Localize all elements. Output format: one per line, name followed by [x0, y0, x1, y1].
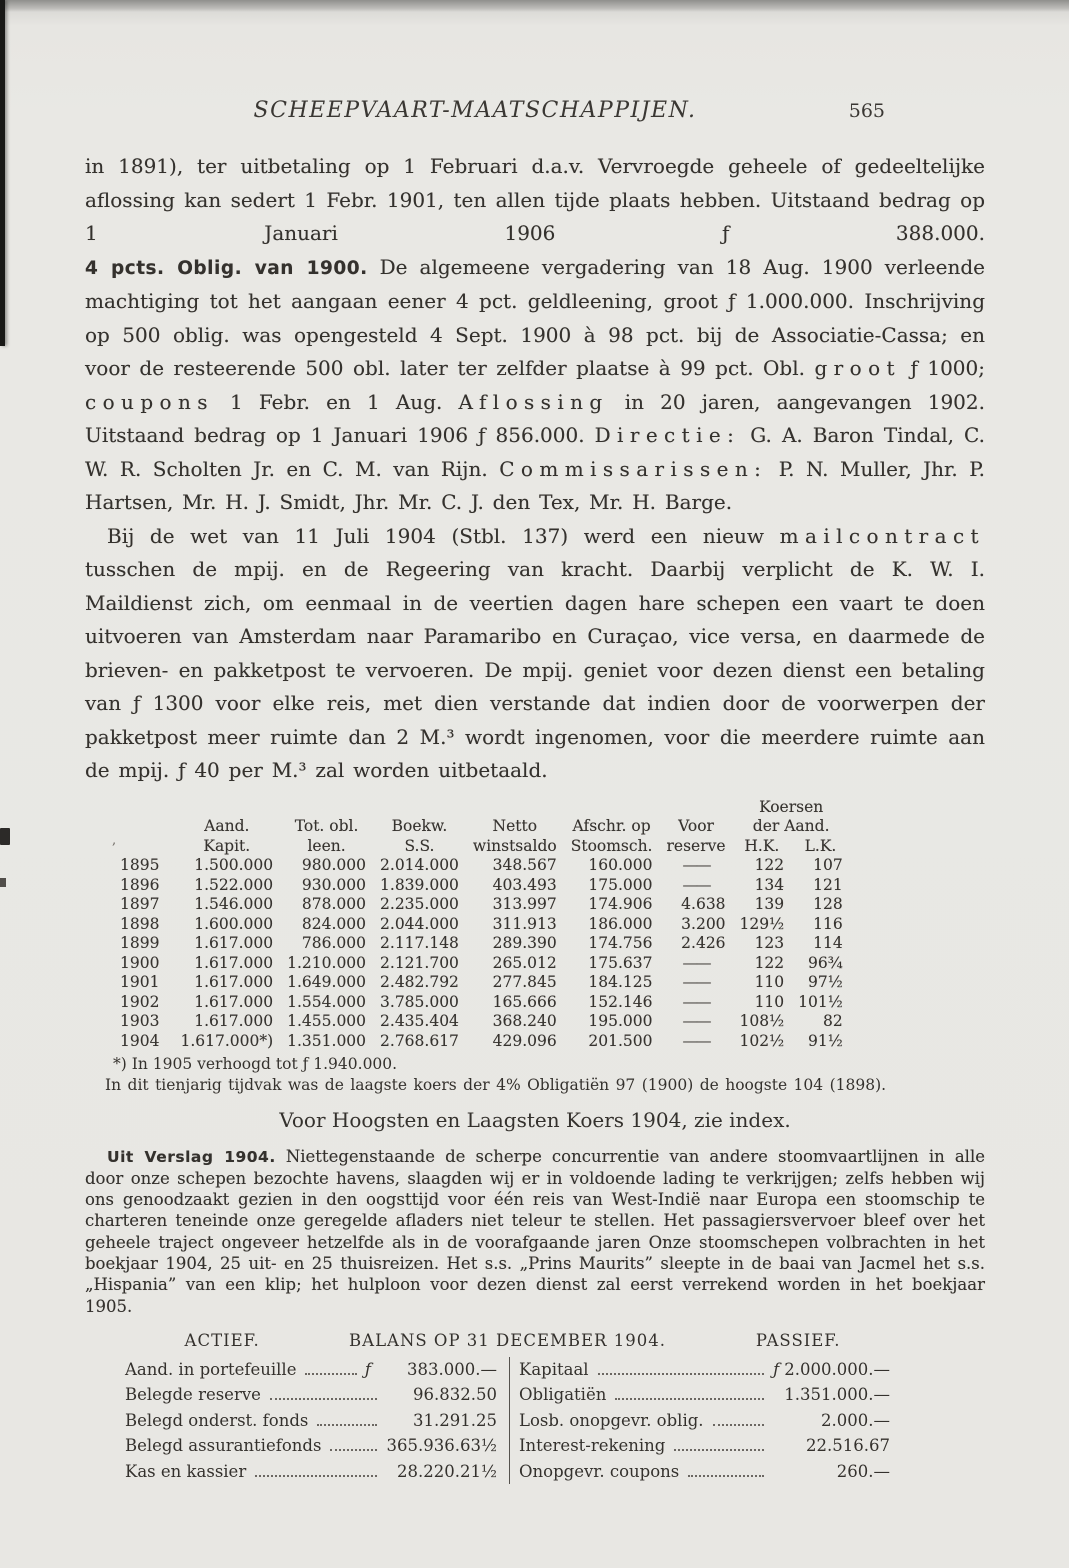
balance-amount: ƒ 2.000.000.—	[773, 1359, 890, 1379]
text-run: P. N. Muller, Jhr. P. Hartsen, Mr. H. J. Smidt, Jhr. Mr. C. J. den Tex, Mr. H. Barge.	[85, 456, 986, 514]
table-cell: 1.839.000	[380, 875, 459, 894]
table-cell: 1.649.000	[287, 973, 367, 991]
table-cell: 1901	[120, 973, 160, 991]
table-cell: ——	[682, 875, 710, 894]
balance-item-label: Obligatiën	[519, 1385, 607, 1405]
table-cell: 2.044.000	[380, 914, 459, 933]
table-cell: 1.351.000	[287, 1031, 367, 1050]
table-cell: 1.617.000*)	[180, 1031, 274, 1050]
table-cell: 1899	[120, 934, 160, 952]
table-cell: 1897	[120, 895, 160, 913]
table-header-cell: Koersen	[759, 797, 824, 816]
table-cell: 1.554.000	[287, 992, 367, 1011]
text-run: Aflossing	[458, 389, 609, 414]
passief-heading: PASSIEF.	[755, 1330, 841, 1350]
scan-margin-mark	[0, 828, 10, 845]
balance-amount: 1.351.000.—	[784, 1385, 890, 1405]
balance-row	[519, 1357, 890, 1383]
table-cell: 110	[754, 973, 785, 991]
scan-speck-artifact: ,	[112, 833, 117, 848]
table-row	[113, 934, 850, 954]
balance-amount: 260.—	[836, 1461, 890, 1481]
balance-item-label: Losb. onopgevr. oblig.	[519, 1410, 704, 1430]
table-cell: 116	[813, 914, 843, 933]
table-header-cell: H.K.	[744, 836, 780, 855]
balance-row	[125, 1459, 497, 1485]
table-cell: 122	[754, 953, 785, 972]
table-cell: 121	[813, 875, 843, 894]
table-cell: 1.600.000	[194, 914, 274, 933]
table-cell: 2.768.617	[380, 1031, 459, 1050]
table-cell: 123	[754, 934, 785, 952]
table-header-cell: Afschr. op	[572, 817, 651, 835]
table-cell: 1900	[120, 953, 160, 972]
table-row	[113, 856, 850, 876]
balance-row	[519, 1459, 890, 1485]
table-cell: 368.240	[492, 1012, 557, 1030]
table-cell: 174.756	[588, 934, 653, 952]
table-cell: 348.567	[492, 856, 557, 874]
balance-item-label: Belegd onderst. fonds	[125, 1410, 309, 1430]
table-row	[113, 876, 850, 896]
balance-row	[125, 1408, 497, 1434]
table-cell: 110	[754, 992, 785, 1011]
dotted-leader	[674, 1449, 764, 1451]
balance-amount: 28.220.21½	[397, 1461, 497, 1481]
table-header-cell: Boekw.	[391, 817, 448, 835]
table-header-cell: Voor	[678, 817, 714, 835]
table-row	[113, 954, 850, 974]
table-cell: 195.000	[588, 1012, 653, 1030]
table-cell: 429.096	[492, 1031, 557, 1050]
text-run: Bij de wet van 11 Juli 1904 (Stbl. 137) werd een nieuw	[107, 523, 780, 548]
table-cell: 4.638	[681, 895, 726, 913]
actief-heading: ACTIEF.	[184, 1330, 260, 1350]
table-header-cell	[113, 837, 173, 857]
table-cell: ——	[682, 953, 710, 972]
balance-title: BALANS OP 31 DECEMBER 1904.	[349, 1330, 666, 1350]
table-cell: 1.210.000	[287, 953, 367, 972]
balance-amount: 22.516.67	[806, 1436, 890, 1456]
table-header-cell: Netto	[492, 817, 538, 835]
index-reference-line: Voor Hoogsten en Laagsten Koers 1904, zie index.	[279, 1107, 791, 1132]
table-cell: 175.000	[588, 875, 653, 894]
table-cell: 1.455.000	[287, 1012, 367, 1030]
table-cell: ——	[682, 856, 710, 874]
table-header-cell	[113, 798, 733, 818]
balance-row	[519, 1408, 890, 1434]
text-run: 4 pcts. Oblig. van 1900.	[85, 257, 368, 279]
text-run: Directie:	[594, 423, 741, 447]
table-cell: 878.000	[301, 895, 367, 913]
table-cell: 122	[754, 856, 785, 874]
text-run: 1 Febr. en 1 Aug.	[213, 389, 459, 414]
dotted-leader	[305, 1373, 356, 1375]
actief-column	[125, 1357, 509, 1485]
table-row	[113, 895, 850, 915]
table-cell: 91½	[808, 1031, 843, 1050]
balance-item-label: Kapitaal	[519, 1359, 589, 1379]
balance-item-label: Interest-rekening	[519, 1436, 666, 1456]
table-cell: 3.785.000	[380, 992, 459, 1011]
balance-amount: 31.291.25	[413, 1410, 497, 1430]
table-cell: 2.014.000	[380, 856, 459, 874]
table-cell: 1895	[120, 856, 160, 874]
table-row	[113, 993, 850, 1013]
table-header-cell	[113, 817, 173, 837]
table-cell: 1.500.000	[194, 856, 274, 874]
table-cell: 160.000	[588, 856, 653, 874]
table-cell: 1.617.000	[194, 934, 274, 952]
financial-statistics-table	[113, 798, 850, 1052]
table-cell: 786.000	[301, 934, 367, 952]
dotted-leader	[255, 1475, 377, 1477]
table-header-cell: Stoomsch.	[570, 836, 653, 855]
table-header-cell: leen.	[307, 836, 346, 855]
table-header-cell: reserve	[666, 836, 726, 855]
table-cell: 1896	[120, 875, 160, 894]
table-header-cell: S.S.	[404, 836, 435, 855]
dotted-leader	[317, 1424, 377, 1426]
table-cell: 129½	[739, 914, 785, 933]
table-row	[113, 973, 850, 993]
table-cell: 289.390	[492, 934, 557, 952]
paragraph-koers-note: In dit tienjarig tijdvak was de laagste koers der 4% Obligatiën 97 (1900) de hoogste 104 (1898).	[105, 1076, 887, 1094]
paragraph-oblig-1900	[85, 251, 985, 520]
paragraph-intro	[85, 150, 985, 251]
balance-row	[125, 1382, 497, 1408]
balance-row	[519, 1433, 890, 1459]
table-cell: 186.000	[588, 914, 653, 933]
balance-row	[125, 1433, 497, 1459]
table-header-cell: Aand.	[204, 817, 250, 835]
text-run: Niettegenstaande de scherpe concurrentie van andere stoomvaartlijnen in alle door onze schepen bezochte havens, slaagden wij er in voldoende lading te verkrijgen; zelfs hebben wij ons genoodzaakt gezien in den oogsttijd voor één reis van West-Indië naar Europa een stoomschip te charteren teneinde onze geregelde afladers niet teleur te stellen. Het passagiersvervoer bleef over het geheele traject ongeveer hetzelfde als in de voorafgaande jaren Onze stoomschepen volbrachten in het boekjaar 1904, 25 uit- en 25 thuisreizen. Het s.s. „Prins Maurits” sleepte in de baai van Jacmel het s.s. „Hispania” van een klip; het hulploon voor dezen dienst zal eerst verrekend worden in het boekjaar 1905.	[85, 1146, 986, 1316]
table-cell: 201.500	[588, 1031, 653, 1050]
dotted-leader	[598, 1373, 764, 1375]
table-cell: 96¾	[808, 953, 843, 972]
table-cell: 1.546.000	[194, 895, 274, 913]
table-cell: 1.617.000	[194, 973, 274, 991]
table-cell: 97½	[808, 973, 843, 991]
text-run: Commissarissen:	[499, 456, 768, 481]
dotted-leader	[270, 1398, 377, 1400]
table-header-cell: L.K.	[804, 836, 837, 855]
table-cell: 175.637	[588, 953, 653, 972]
balance-amount: 383.000.—	[407, 1359, 497, 1379]
dotted-leader	[713, 1424, 764, 1426]
table-cell: 128	[813, 895, 843, 913]
table-cell: 1904	[120, 1031, 160, 1050]
page-number: 565	[848, 100, 885, 122]
table-cell: 2.482.792	[380, 973, 459, 991]
table-cell: 139	[754, 895, 785, 913]
table-cell: 1.617.000	[194, 1012, 274, 1030]
table-row	[113, 915, 850, 935]
table-row	[113, 1032, 850, 1052]
table-cell: 403.493	[492, 875, 557, 894]
table-cell: 277.845	[492, 973, 557, 991]
text-run: mailcontract	[779, 523, 985, 548]
table-header-cell: Kapit.	[203, 836, 251, 855]
table-cell: 114	[813, 934, 843, 952]
balance-item-label: Kas en kassier	[125, 1461, 247, 1481]
scan-left-edge-artifact	[0, 0, 5, 346]
table-row	[113, 1012, 850, 1032]
table-cell: 1898	[120, 914, 160, 933]
table-cell: 1902	[120, 992, 160, 1011]
balance-sheet	[85, 1331, 985, 1485]
table-cell: 101½	[798, 992, 843, 1011]
table-cell: 1.617.000	[194, 992, 274, 1011]
table-cell: 265.012	[492, 953, 557, 972]
text-run: coupons	[85, 389, 214, 414]
table-cell: ——	[682, 992, 710, 1011]
table-cell: 980.000	[301, 856, 367, 874]
table-cell: 313.997	[492, 895, 557, 913]
passief-column	[509, 1357, 890, 1485]
balance-amount: 96.832.50	[413, 1385, 497, 1405]
table-cell: 3.200	[681, 914, 726, 933]
table-cell: 1903	[120, 1012, 160, 1030]
table-header-cell: Tot. obl.	[294, 817, 359, 835]
text-column	[85, 0, 985, 1484]
table-cell: 824.000	[301, 914, 367, 933]
table-cell: 102½	[739, 1031, 785, 1050]
dotted-leader	[615, 1398, 764, 1400]
table-cell: 184.125	[588, 973, 653, 991]
table-cell: 930.000	[301, 875, 367, 894]
balance-item-label: Belegd assurantiefonds	[125, 1436, 322, 1456]
table-header-cell: der Aand.	[752, 817, 830, 835]
page-header	[85, 98, 985, 128]
table-footnote: *) In 1905 verhoogd tot ƒ 1.940.000.	[113, 1055, 398, 1073]
balance-sheet-header	[125, 1331, 890, 1357]
dotted-leader	[330, 1449, 377, 1451]
table-header-cell: winstsaldo	[472, 836, 557, 855]
table-cell: 2.121.700	[380, 953, 459, 972]
table-cell: ——	[682, 1012, 710, 1030]
balance-item-label: Onopgevr. coupons	[519, 1461, 680, 1481]
table-cell: 2.426	[681, 934, 726, 952]
table-cell: ——	[682, 973, 710, 991]
balance-amount: 2.000.—	[821, 1410, 890, 1430]
text-run: ƒ 1000;	[900, 356, 985, 380]
paragraph-mailcontract	[85, 520, 985, 788]
balance-row	[125, 1357, 497, 1383]
florin-sign: ƒ	[364, 1359, 371, 1379]
balance-amount: 365.936.63½	[386, 1436, 497, 1456]
text-run: Uit Verslag 1904.	[107, 1147, 276, 1166]
dotted-leader	[688, 1475, 764, 1477]
table-cell: 2.117.148	[380, 934, 459, 952]
balance-item-label: Belegde reserve	[125, 1385, 261, 1405]
table-cell: 152.146	[588, 992, 653, 1011]
balance-item-label: Aand. in portefeuille	[125, 1359, 297, 1379]
text-run: groot	[814, 356, 901, 380]
text-run: tusschen de mpij. en de Regeering van kracht. Daarbij verplicht de K. W. I. Maildienst zich, om eenmaal in de veertien dagen hare schepen een vaart te doen uitvoeren van Amsterdam naar Paramaribo en Curaçao, vice versa, en daarmede de brieven- en pakketpost te vervoeren. De mpij. geniet voor dezen dienst een betaling van ƒ 1300 voor elke reis, met dien verstande dat indien door de voorwerpen der pakketpost meer ruimte dan 2 M.³ wordt ingenomen, voor die meerdere ruimte aan de mpij. ƒ 40 per M.³ zal worden uitbetaald.	[85, 557, 985, 782]
table-cell: 2.235.000	[380, 895, 459, 913]
table-cell: 107	[813, 856, 843, 874]
table-cell: 174.906	[588, 895, 653, 913]
table-cell: 311.913	[492, 914, 557, 933]
balance-columns	[125, 1357, 890, 1485]
table-cell: 82	[823, 1012, 843, 1030]
table-cell: ——	[682, 1031, 710, 1050]
table-cell: 1.617.000	[194, 953, 274, 972]
table-cell: 1.522.000	[194, 875, 274, 894]
text-run: in 20 jaren, aangevangen 1902. Uitstaand bedrag op 1 Januari 1906 ƒ 856.000.	[85, 389, 985, 447]
florin-sign: ƒ	[773, 1359, 780, 1379]
running-title: SCHEEPVAART-MAATSCHAPPIJEN.	[253, 98, 697, 123]
table-cell: 2.435.404	[380, 1012, 459, 1030]
paragraph-verslag-1904	[85, 1146, 985, 1317]
balance-row	[519, 1382, 890, 1408]
text-run: in 1891), ter uitbetaling op 1 Februari d.a.v. Vervroegde geheele of gedeeltelijke aflossing kan sedert 1 Febr. 1901, ten allen tijde plaats hebben. Uitstaand bedrag op 1 Januari 1906 ƒ 388.000.	[85, 154, 985, 245]
scan-margin-mark	[0, 878, 6, 887]
text-run: De algemeene vergadering van 18 Aug. 1900 verleende machtiging tot het aangaan eener 4 pct. geldleening, groot ƒ 1.000.000. Inschrijving op 500 oblig. was opengesteld 4 Sept. 1900 à 98 pct. bij de Associatie-Cassa; en voor de resteerende 500 obl. later ter zelfder plaatse à 99 pct. Obl.	[85, 254, 985, 380]
table-cell: 165.666	[492, 992, 557, 1011]
table-cell: 134	[754, 875, 785, 894]
table-cell: 108½	[739, 1012, 785, 1030]
text-run: G. A. Baron Tindal, C. W. R. Scholten Jr. en C. M. van Rijn.	[85, 423, 985, 481]
